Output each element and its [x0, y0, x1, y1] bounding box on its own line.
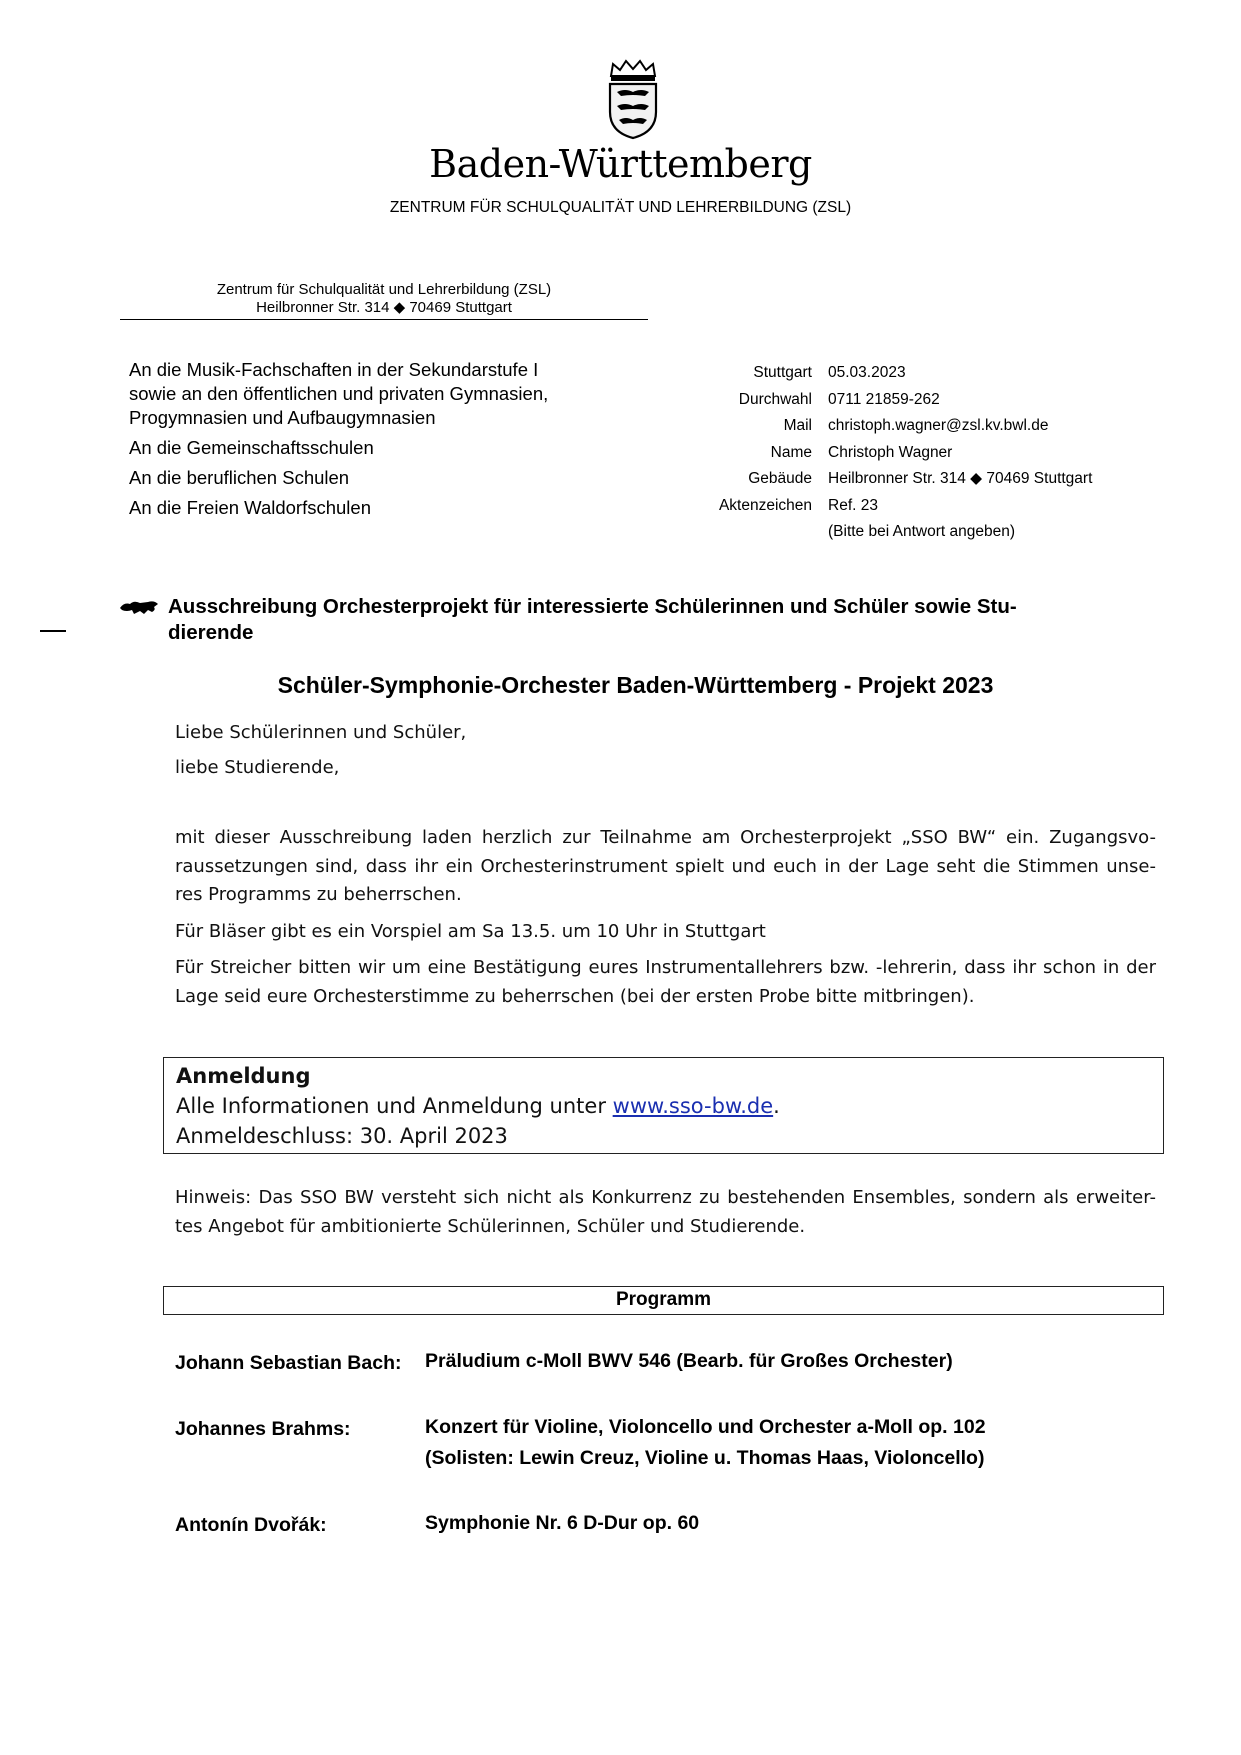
- program-work-detail: (Solisten: Lewin Creuz, Violine u. Thomas Haas, Violoncello): [425, 1447, 985, 1469]
- sender-line-2: Heilbronner Str. 314 ◆ 70469 Stuttgart: [256, 299, 512, 316]
- registration-text-end: .: [773, 1094, 780, 1118]
- organization-name: ZENTRUM FÜR SCHULQUALITÄT UND LEHRERBILDUNG (ZSL): [389, 199, 852, 216]
- paragraph-audition: Für Bläser gibt es ein Vorspiel am Sa 13.5. um 10 Uhr in Stuttgart: [175, 921, 766, 942]
- info-value: Christoph Wagner: [828, 443, 953, 461]
- contact-info-block: [660, 360, 1092, 546]
- sender-address: [120, 281, 648, 320]
- salutation-line-2: liebe Studierende,: [175, 757, 340, 778]
- info-value: 0711 21859-262: [828, 390, 940, 408]
- subject-line-2: dierende: [168, 621, 254, 644]
- lion-icon: [118, 598, 160, 618]
- info-label: Durchwahl: [738, 390, 812, 408]
- fold-mark: [40, 630, 66, 632]
- registration-title: Anmeldung: [176, 1064, 311, 1088]
- recipient-line: Progymnasien und Aufbaugymnasien: [129, 407, 436, 428]
- info-label: Gebäude: [748, 470, 812, 487]
- email-value: christoph.wagner@zsl.kv.bwl.de: [828, 417, 1049, 434]
- info-row: [660, 413, 1092, 440]
- info-row: [660, 493, 1092, 520]
- registration-text: Alle Informationen und Anmeldung unter: [176, 1094, 613, 1118]
- program-work-title: Präludium c-Moll BWV 546 (Bearb. für Großes Orchester): [425, 1350, 953, 1372]
- program-composer: Antonín Dvořák:: [175, 1514, 327, 1536]
- program-work-title: Konzert für Violine, Violoncello und Orchester a-Moll op. 102: [425, 1416, 986, 1438]
- subject-line-1: Ausschreibung Orchesterprojekt für interessierte Schülerinnen und Schüler sowie Stu-: [168, 595, 1017, 618]
- paragraph-strings: Für Streicher bitten wir um eine Bestätigung eures Instrumentallehrers bzw. -lehrerin, dass ihr schon in der Lage seid eure Orchesterstimme zu beherrschen (bei der ersten Probe bitte mitbringen).: [175, 957, 1156, 1007]
- program-header: Programm: [163, 1286, 1164, 1315]
- program-composer: Johann Sebastian Bach:: [175, 1352, 402, 1374]
- paragraph-invitation: mit dieser Ausschreibung laden herzlich zur Teilnahme am Orchesterprojekt „SSO BW“ ein. Zugangsvo- raussetzungen sind, dass ihr ein Orchesterinstrument spielt und euch in der Lage seht die Stimmen unse- res Programms zu beherrschen.: [175, 827, 1156, 905]
- info-label: [660, 519, 828, 546]
- program-composer: Johannes Brahms:: [175, 1418, 351, 1440]
- recipient-line: An die Musik-Fachschaften in der Sekundarstufe I: [129, 359, 539, 380]
- info-note: (Bitte bei Antwort angeben): [828, 523, 1015, 540]
- info-row: [660, 466, 1092, 493]
- salutation-line-1: Liebe Schülerinnen und Schüler,: [175, 722, 467, 743]
- registration-info: [176, 1091, 1151, 1121]
- coat-of-arms-icon: [605, 58, 661, 140]
- recipient-line: An die Gemeinschaftsschulen: [129, 437, 374, 458]
- recipient-line: An die Freien Waldorfschulen: [129, 497, 371, 518]
- info-label: Stuttgart: [753, 364, 812, 381]
- info-label: Name: [770, 443, 812, 461]
- recipient-line: sowie an den öffentlichen und privaten Gymnasien,: [129, 383, 549, 404]
- subject-line: [168, 594, 1128, 646]
- recipient-list: [129, 358, 649, 520]
- registration-box: [163, 1057, 1164, 1154]
- program-work: [425, 1412, 986, 1474]
- info-row: [660, 387, 1092, 414]
- recipient-line: An die beruflichen Schulen: [129, 467, 350, 488]
- sender-line-1: Zentrum für Schulqualität und Lehrerbildung (ZSL): [216, 281, 552, 298]
- program-work-title: Symphonie Nr. 6 D-Dur op. 60: [425, 1512, 700, 1534]
- info-row: [660, 440, 1092, 467]
- project-title: Schüler-Symphonie-Orchester Baden-Württemberg - Projekt 2023: [277, 672, 994, 698]
- program-work: [425, 1508, 699, 1539]
- registration-link[interactable]: www.sso-bw.de: [612, 1094, 774, 1118]
- info-value: Ref. 23: [828, 496, 878, 514]
- info-row: [660, 519, 1092, 546]
- brand-wordmark: Baden-Württemberg: [429, 142, 812, 186]
- info-value: 05.03.2023: [828, 364, 906, 381]
- hint-paragraph: Hinweis: Das SSO BW versteht sich nicht als Konkurrenz zu bestehenden Ensembles, sondern als erweiter- tes Angebot für ambitionierte Schülerinnen, Schüler und Studierende.: [175, 1187, 1156, 1237]
- info-label: Mail: [783, 417, 812, 434]
- info-label: Aktenzeichen: [718, 496, 812, 514]
- registration-deadline: Anmeldeschluss: 30. April 2023: [176, 1124, 508, 1148]
- program-work: [425, 1346, 953, 1377]
- info-row: [660, 360, 1092, 387]
- info-value: Heilbronner Str. 314 ◆ 70469 Stuttgart: [828, 470, 1093, 487]
